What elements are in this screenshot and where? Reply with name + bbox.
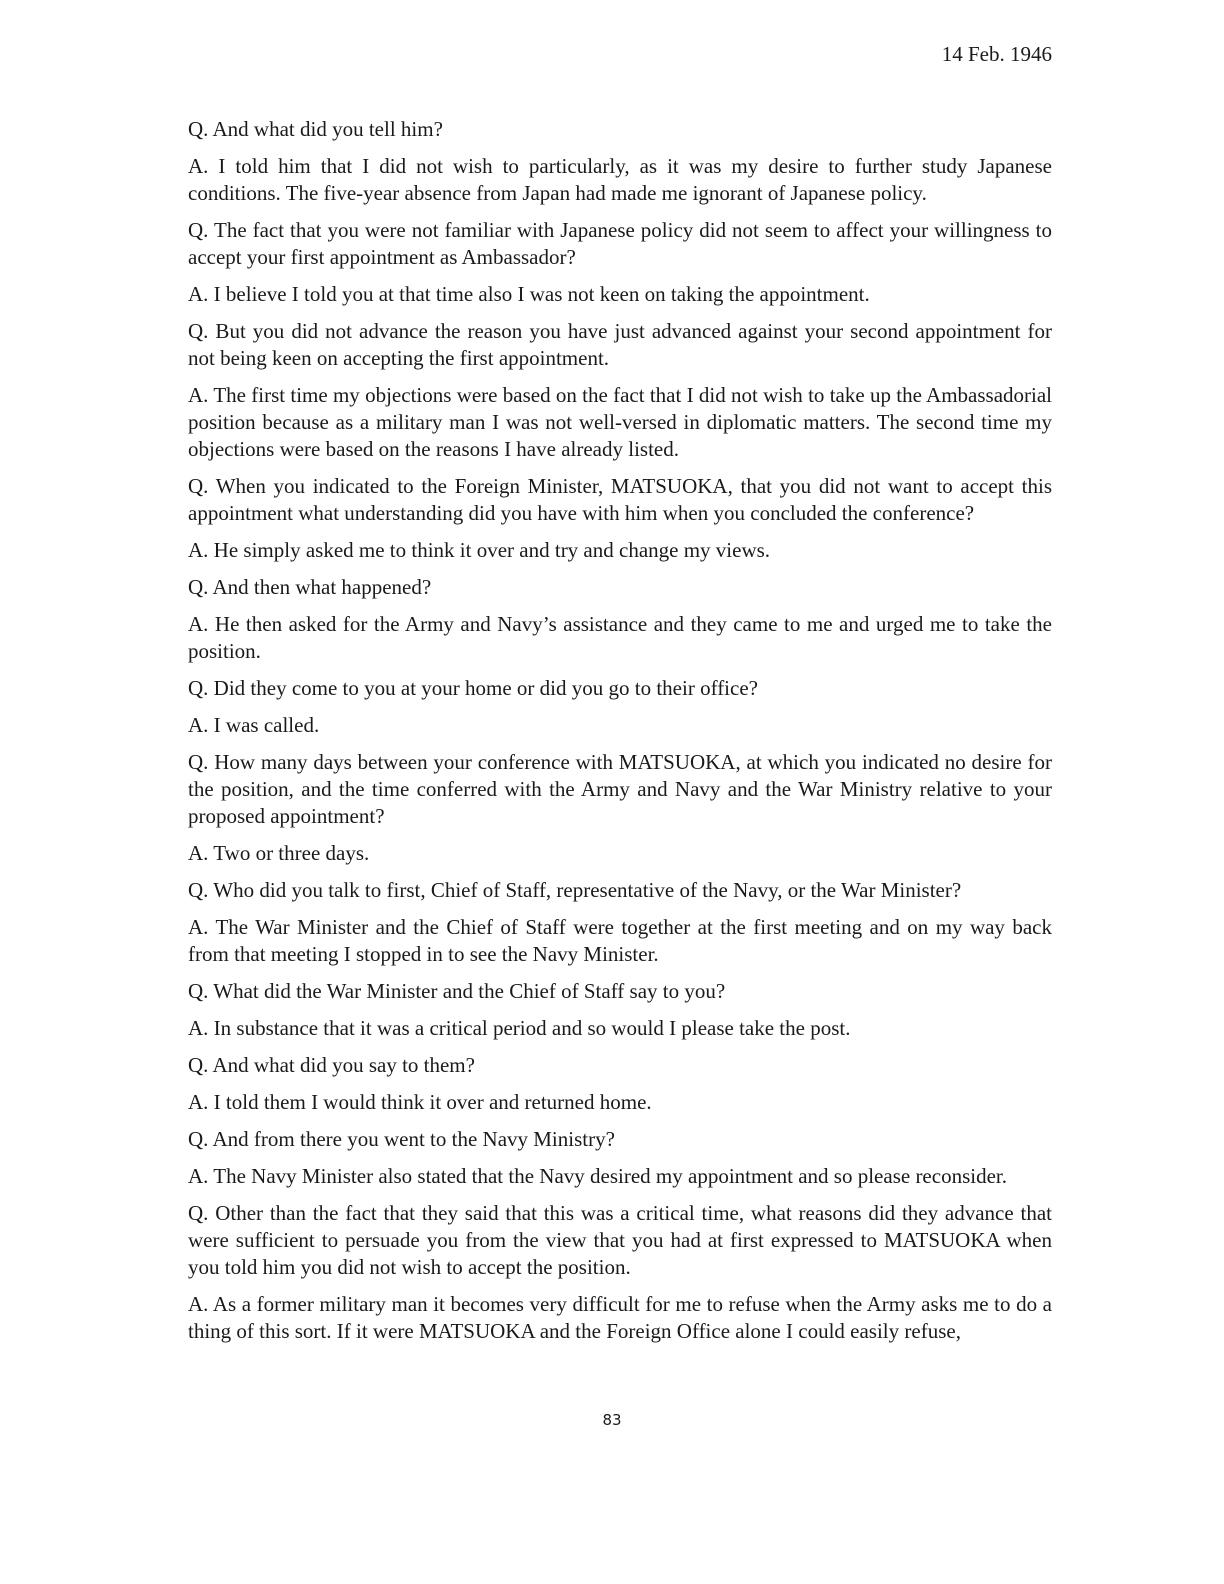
question-paragraph: Q. Who did you talk to first, Chief of Staff, representative of the Navy, or the War Minister? bbox=[188, 878, 962, 902]
question-paragraph: Q. The fact that you were not familiar with Japanese policy did not seem to affect your willingness to accept your first appointment as Ambassador? bbox=[188, 218, 1052, 269]
page-number: 83 bbox=[602, 1411, 622, 1429]
question-paragraph: Q. When you indicated to the Foreign Minister, MATSUOKA, that you did not want to accept this appointment what understanding did you have with him when you concluded the conference? bbox=[188, 474, 1052, 525]
answer-paragraph: A. I believe I told you at that time also I was not keen on taking the appointment. bbox=[188, 282, 870, 306]
question-paragraph: Q. And then what happened? bbox=[188, 575, 432, 599]
question-paragraph: Q. How many days between your conference with MATSUOKA, at which you indicated no desire for the position, and the time conferred with the Army and Navy and the War Ministry relative to your proposed appointment? bbox=[188, 750, 1052, 828]
answer-paragraph: A. The first time my objections were based on the fact that I did not wish to take up the Ambassadorial position because as a military man I was not well-versed in diplomatic matters. The second time my objections were based on the reasons I have already listed. bbox=[188, 383, 1052, 461]
answer-paragraph: A. As a former military man it becomes very difficult for me to refuse when the Army asks me to do a thing of this sort. If it were MATSUOKA and the Foreign Office alone I could easily refuse, bbox=[188, 1292, 1052, 1343]
answer-paragraph: A. The War Minister and the Chief of Staff were together at the first meeting and on my way back from that meeting I stopped in to see the Navy Minister. bbox=[188, 915, 1052, 966]
question-paragraph: Q. What did the War Minister and the Chief of Staff say to you? bbox=[188, 979, 726, 1003]
answer-paragraph: A. I told him that I did not wish to particularly, as it was my desire to further study Japanese conditions. The five-year absence from Japan had made me ignorant of Japanese policy. bbox=[188, 154, 1052, 205]
question-paragraph: Q. And from there you went to the Navy Ministry? bbox=[188, 1127, 615, 1151]
answer-paragraph: A. Two or three days. bbox=[188, 841, 370, 865]
question-paragraph: Q. And what did you tell him? bbox=[188, 117, 443, 141]
answer-paragraph: A. He then asked for the Army and Navy’s assistance and they came to me and urged me to take the position. bbox=[188, 612, 1052, 663]
question-paragraph: Q. Other than the fact that they said that this was a critical time, what reasons did they advance that were sufficient to persuade you from the view that you had at first expressed to MATSUOKA when you told him you did not wish to accept the position. bbox=[188, 1201, 1052, 1279]
interrogation-transcript bbox=[188, 116, 1052, 1355]
answer-paragraph: A. The Navy Minister also stated that the Navy desired my appointment and so please reconsider. bbox=[188, 1164, 1007, 1188]
answer-paragraph: A. I was called. bbox=[188, 713, 320, 737]
question-paragraph: Q. And what did you say to them? bbox=[188, 1053, 475, 1077]
question-paragraph: Q. Did they come to you at your home or did you go to their office? bbox=[188, 676, 758, 700]
question-paragraph: Q. But you did not advance the reason you have just advanced against your second appointment for not being keen on accepting the first appointment. bbox=[188, 319, 1052, 370]
answer-paragraph: A. He simply asked me to think it over and try and change my views. bbox=[188, 538, 771, 562]
answer-paragraph: A. I told them I would think it over and returned home. bbox=[188, 1090, 652, 1114]
answer-paragraph: A. In substance that it was a critical period and so would I please take the post. bbox=[188, 1016, 851, 1040]
page-date: 14 Feb. 1946 bbox=[941, 42, 1052, 66]
